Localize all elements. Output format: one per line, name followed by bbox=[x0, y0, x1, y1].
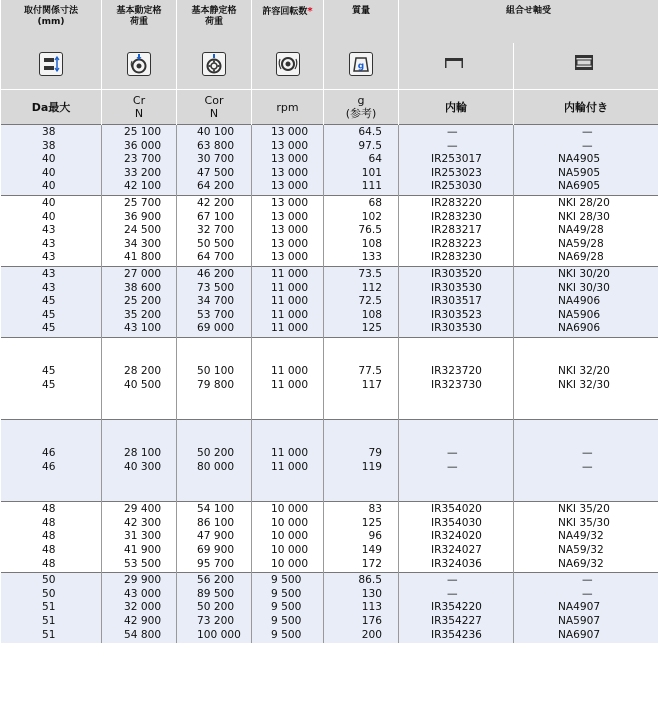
header-dynamic-load: 基本動定格 荷重 bbox=[102, 0, 177, 43]
cr-value: 42 900 bbox=[124, 615, 162, 628]
cr-value: 24 500 bbox=[124, 224, 162, 237]
with-inner-ring-part: NKI 32/20 bbox=[558, 364, 610, 377]
with-inner-ring-part: NA4905 bbox=[558, 153, 601, 166]
header-allowable-speed bbox=[252, 0, 324, 43]
with-inner-ring-part: NA59/32 bbox=[558, 544, 604, 557]
unit-rpm: rpm bbox=[252, 90, 324, 125]
with-inner-ring-part: NA6907 bbox=[558, 628, 601, 641]
da-max: 40 bbox=[42, 180, 56, 193]
unit-cr: Cr N bbox=[102, 90, 177, 125]
mass-icon bbox=[349, 52, 373, 76]
cor-value: 86 100 bbox=[197, 516, 235, 529]
da-max: 48 bbox=[42, 516, 56, 529]
da-max: 50 bbox=[42, 574, 56, 587]
icon-cell-dimension bbox=[1, 43, 102, 90]
cr-value: 31 300 bbox=[124, 530, 162, 543]
cr-value: 41 800 bbox=[124, 251, 162, 264]
mass-value: 200 bbox=[361, 628, 382, 641]
row-group bbox=[1, 573, 658, 643]
column-speed-value bbox=[252, 420, 324, 502]
cor-value: 50 500 bbox=[197, 237, 235, 250]
with-inner-ring-part: NA59/28 bbox=[558, 237, 604, 250]
column-da-max bbox=[1, 420, 102, 502]
speed-value: 11 000 bbox=[271, 267, 309, 280]
cor-value: 50 200 bbox=[197, 601, 235, 614]
speed-value: 9 500 bbox=[271, 601, 302, 614]
cr-value: 32 000 bbox=[124, 601, 162, 614]
inner-ring-part: IR303517 bbox=[431, 295, 482, 308]
column-cr-value bbox=[102, 420, 177, 502]
cor-value: 67 100 bbox=[197, 210, 235, 223]
with-inner-ring-part: NKI 30/30 bbox=[558, 281, 610, 294]
with-inner-ring-part: — bbox=[582, 574, 593, 587]
mass-value: 133 bbox=[361, 251, 382, 264]
cr-value: 40 300 bbox=[124, 460, 162, 473]
speed-value: 11 000 bbox=[271, 460, 309, 473]
row-group bbox=[1, 266, 658, 337]
column-inner-ring-part bbox=[399, 337, 514, 419]
inner-ring-part: IR303523 bbox=[431, 308, 482, 321]
mass-value: 96 bbox=[368, 530, 382, 543]
with-inner-ring-part: — bbox=[582, 460, 593, 473]
column-speed-value bbox=[252, 337, 324, 419]
column-with-inner-ring-part bbox=[514, 195, 658, 266]
mass-value: 172 bbox=[361, 557, 382, 570]
with-inner-ring-part: NKI 30/20 bbox=[558, 267, 610, 280]
with-inner-ring-part: — bbox=[582, 139, 593, 152]
table-body bbox=[1, 125, 658, 644]
column-inner-ring-part bbox=[399, 195, 514, 266]
da-max: 43 bbox=[42, 237, 56, 250]
inner-ring-part: IR283223 bbox=[431, 237, 482, 250]
mass-value: 112 bbox=[361, 281, 382, 294]
row-group bbox=[1, 502, 658, 573]
inner-ring-part: IR324027 bbox=[431, 544, 482, 557]
speed-value: 13 000 bbox=[271, 251, 309, 264]
cor-value: 69 900 bbox=[197, 544, 235, 557]
row-group bbox=[1, 337, 658, 419]
column-speed-value bbox=[252, 573, 324, 643]
speed-value: 11 000 bbox=[271, 378, 309, 391]
speed-value: 10 000 bbox=[271, 516, 309, 529]
inner-ring-part: — bbox=[447, 574, 458, 587]
da-max: 46 bbox=[42, 447, 56, 460]
da-max: 40 bbox=[42, 153, 56, 166]
column-with-inner-ring-part bbox=[514, 337, 658, 419]
unit-with-inner-ring: 内輪付き bbox=[514, 90, 658, 125]
row-group bbox=[1, 125, 658, 196]
speed-value: 13 000 bbox=[271, 139, 309, 152]
da-max: 48 bbox=[42, 557, 56, 570]
with-inner-ring-part: NA5905 bbox=[558, 166, 601, 179]
column-mass-value bbox=[324, 195, 399, 266]
cor-value: 73 500 bbox=[197, 281, 235, 294]
speed-value: 13 000 bbox=[271, 210, 309, 223]
speed-value: 13 000 bbox=[271, 126, 309, 138]
cor-value: 64 700 bbox=[197, 251, 235, 264]
column-mass-value bbox=[324, 337, 399, 419]
table-header bbox=[1, 0, 658, 125]
speed-value: 13 000 bbox=[271, 166, 309, 179]
speed-value: 13 000 bbox=[271, 180, 309, 193]
inner-ring-part: IR354030 bbox=[431, 516, 482, 529]
mass-value: 130 bbox=[361, 587, 382, 600]
inner-ring-part: IR303530 bbox=[431, 281, 482, 294]
mass-value: 68 bbox=[368, 196, 382, 209]
speed-value: 10 000 bbox=[271, 544, 309, 557]
with-inner-ring-part: NKI 32/30 bbox=[558, 378, 610, 391]
dynamic-load-icon bbox=[127, 52, 151, 76]
mass-value: 119 bbox=[361, 460, 382, 473]
with-inner-ring-part: — bbox=[582, 587, 593, 600]
inner-ring-part: IR303530 bbox=[431, 322, 482, 335]
inner-ring-part: IR253023 bbox=[431, 166, 482, 179]
inner-ring-part: IR283217 bbox=[431, 224, 482, 237]
da-max: 51 bbox=[42, 601, 56, 614]
cor-value: 54 100 bbox=[197, 503, 235, 516]
with-inner-ring-part: NKI 35/20 bbox=[558, 503, 610, 516]
column-cor-value bbox=[177, 125, 252, 196]
column-cor-value bbox=[177, 266, 252, 337]
da-max: 38 bbox=[42, 139, 56, 152]
inner-ring-part: — bbox=[447, 447, 458, 460]
cr-value: 25 100 bbox=[124, 126, 162, 138]
inner-ring-icon bbox=[443, 52, 469, 76]
cor-value: 69 000 bbox=[197, 322, 235, 335]
svg-text:g: g bbox=[357, 61, 365, 72]
da-max: 48 bbox=[42, 530, 56, 543]
inner-ring-part: IR323720 bbox=[431, 364, 482, 377]
unit-cor: Cor N bbox=[177, 90, 252, 125]
inner-ring-part: IR323730 bbox=[431, 378, 482, 391]
cor-value: 80 000 bbox=[197, 460, 235, 473]
column-cr-value bbox=[102, 573, 177, 643]
mass-value: 111 bbox=[361, 180, 382, 193]
da-max: 51 bbox=[42, 628, 56, 641]
cor-value: 40 100 bbox=[197, 126, 235, 138]
cor-value: 56 200 bbox=[197, 574, 235, 587]
with-inner-ring-part: — bbox=[582, 126, 593, 138]
column-inner-ring-part bbox=[399, 420, 514, 502]
speed-value: 11 000 bbox=[271, 364, 309, 377]
cr-value: 36 900 bbox=[124, 210, 162, 223]
speed-value: 9 500 bbox=[271, 628, 302, 641]
asterisk-mark: * bbox=[307, 6, 313, 17]
with-inner-ring-part: NA5907 bbox=[558, 615, 601, 628]
da-max: 40 bbox=[42, 210, 56, 223]
column-with-inner-ring-part bbox=[514, 420, 658, 502]
cor-value: 63 800 bbox=[197, 139, 235, 152]
speed-value: 11 000 bbox=[271, 447, 309, 460]
icon-cell-inner-ring bbox=[399, 43, 514, 90]
column-with-inner-ring-part bbox=[514, 125, 658, 196]
da-max: 45 bbox=[42, 378, 56, 391]
column-cr-value bbox=[102, 502, 177, 573]
cr-value: 29 900 bbox=[124, 574, 162, 587]
inner-ring-part: IR354236 bbox=[431, 628, 482, 641]
da-max: 38 bbox=[42, 126, 56, 138]
with-inner-ring-part: NA5906 bbox=[558, 308, 601, 321]
cor-value: 89 500 bbox=[197, 587, 235, 600]
unit-mass: g (参考) bbox=[324, 90, 399, 125]
speed-value: 9 500 bbox=[271, 587, 302, 600]
inner-ring-part: — bbox=[447, 139, 458, 152]
dimension-icon bbox=[39, 52, 63, 76]
da-max: 48 bbox=[42, 544, 56, 557]
with-inner-ring-part: NKI 35/30 bbox=[558, 516, 610, 529]
column-cor-value bbox=[177, 337, 252, 419]
column-mass-value bbox=[324, 573, 399, 643]
da-max: 46 bbox=[42, 460, 56, 473]
speed-value: 10 000 bbox=[271, 503, 309, 516]
mass-value: 73.5 bbox=[358, 267, 382, 280]
column-cor-value bbox=[177, 195, 252, 266]
unit-inner-ring: 内輪 bbox=[399, 90, 514, 125]
column-with-inner-ring-part bbox=[514, 502, 658, 573]
cr-value: 41 900 bbox=[124, 544, 162, 557]
da-max: 50 bbox=[42, 587, 56, 600]
speed-value: 10 000 bbox=[271, 557, 309, 570]
inner-ring-part: IR354220 bbox=[431, 601, 482, 614]
header-static-load: 基本静定格 荷重 bbox=[177, 0, 252, 43]
cor-value: 73 200 bbox=[197, 615, 235, 628]
mass-value: 86.5 bbox=[358, 574, 382, 587]
with-inner-ring-part: NA6906 bbox=[558, 322, 601, 335]
column-cor-value bbox=[177, 573, 252, 643]
da-max: 43 bbox=[42, 251, 56, 264]
mass-value: 77.5 bbox=[358, 364, 382, 377]
cr-value: 25 700 bbox=[124, 196, 162, 209]
inner-ring-part: IR303520 bbox=[431, 267, 482, 280]
da-max: 43 bbox=[42, 281, 56, 294]
column-cr-value bbox=[102, 195, 177, 266]
cr-value: 28 200 bbox=[124, 364, 162, 377]
mass-value: 149 bbox=[361, 544, 382, 557]
mass-value: 76.5 bbox=[358, 224, 382, 237]
cr-value: 40 500 bbox=[124, 378, 162, 391]
cr-value: 38 600 bbox=[124, 281, 162, 294]
column-speed-value bbox=[252, 195, 324, 266]
mass-value: 125 bbox=[361, 322, 382, 335]
speed-value: 9 500 bbox=[271, 574, 302, 587]
mass-value: 176 bbox=[361, 615, 382, 628]
icon-cell-static bbox=[177, 43, 252, 90]
with-inner-ring-part: NA49/32 bbox=[558, 530, 604, 543]
speed-value: 11 000 bbox=[271, 322, 309, 335]
mass-value: 117 bbox=[361, 378, 382, 391]
header-speed-label: 許容回転数 bbox=[262, 7, 308, 17]
cr-value: 27 000 bbox=[124, 267, 162, 280]
column-inner-ring-part bbox=[399, 125, 514, 196]
speed-value: 11 000 bbox=[271, 281, 309, 294]
speed-value: 10 000 bbox=[271, 530, 309, 543]
inner-ring-part: IR354020 bbox=[431, 503, 482, 516]
cr-value: 54 800 bbox=[124, 628, 162, 641]
column-da-max bbox=[1, 125, 102, 196]
row-group bbox=[1, 195, 658, 266]
column-cr-value bbox=[102, 125, 177, 196]
cr-value: 36 000 bbox=[124, 139, 162, 152]
cr-value: 35 200 bbox=[124, 308, 162, 321]
column-inner-ring-part bbox=[399, 573, 514, 643]
header-mount-dimension: 取付関係寸法 (mm) bbox=[1, 0, 102, 43]
column-da-max bbox=[1, 195, 102, 266]
mass-value: 79 bbox=[368, 447, 382, 460]
cr-value: 25 200 bbox=[124, 295, 162, 308]
header-combined-bearing: 組合せ軸受 bbox=[399, 0, 658, 43]
column-with-inner-ring-part bbox=[514, 266, 658, 337]
inner-ring-part: IR283230 bbox=[431, 210, 482, 223]
column-with-inner-ring-part bbox=[514, 573, 658, 643]
mass-value: 72.5 bbox=[358, 295, 382, 308]
cor-value: 42 200 bbox=[197, 196, 235, 209]
da-max: 43 bbox=[42, 224, 56, 237]
cor-value: 50 200 bbox=[197, 447, 235, 460]
column-mass-value bbox=[324, 420, 399, 502]
speed-value: 11 000 bbox=[271, 295, 309, 308]
mass-value: 101 bbox=[361, 166, 382, 179]
speed-value: 11 000 bbox=[271, 308, 309, 321]
column-speed-value bbox=[252, 266, 324, 337]
column-cr-value bbox=[102, 266, 177, 337]
mass-value: 83 bbox=[368, 503, 382, 516]
speed-icon bbox=[276, 52, 300, 76]
header-mass: 質量 bbox=[324, 0, 399, 43]
cor-value: 50 100 bbox=[197, 364, 235, 377]
inner-ring-part: — bbox=[447, 587, 458, 600]
da-max: 45 bbox=[42, 308, 56, 321]
mass-value: 125 bbox=[361, 516, 382, 529]
cor-value: 34 700 bbox=[197, 295, 235, 308]
cor-value: 100 000 bbox=[197, 628, 241, 641]
da-max: 40 bbox=[42, 196, 56, 209]
column-cor-value bbox=[177, 420, 252, 502]
mass-value: 64 bbox=[368, 153, 382, 166]
cr-value: 33 200 bbox=[124, 166, 162, 179]
da-max: 48 bbox=[42, 503, 56, 516]
cr-value: 28 100 bbox=[124, 447, 162, 460]
column-da-max bbox=[1, 266, 102, 337]
with-inner-ring-part: NKI 28/20 bbox=[558, 196, 610, 209]
column-speed-value bbox=[252, 502, 324, 573]
with-inner-ring-part: NA6905 bbox=[558, 180, 601, 193]
column-speed-value bbox=[252, 125, 324, 196]
with-inner-ring-part: NA4907 bbox=[558, 601, 601, 614]
mass-value: 108 bbox=[361, 237, 382, 250]
da-max: 43 bbox=[42, 267, 56, 280]
with-inner-ring-part: — bbox=[582, 447, 593, 460]
column-mass-value bbox=[324, 125, 399, 196]
column-inner-ring-part bbox=[399, 502, 514, 573]
cor-value: 47 500 bbox=[197, 166, 235, 179]
cr-value: 34 300 bbox=[124, 237, 162, 250]
speed-value: 13 000 bbox=[271, 237, 309, 250]
with-inner-ring-part: NA69/32 bbox=[558, 557, 604, 570]
inner-ring-part: IR324036 bbox=[431, 557, 482, 570]
mass-value: 113 bbox=[361, 601, 382, 614]
column-mass-value bbox=[324, 502, 399, 573]
column-da-max bbox=[1, 337, 102, 419]
static-load-icon bbox=[202, 52, 226, 76]
cr-value: 23 700 bbox=[124, 153, 162, 166]
cor-value: 30 700 bbox=[197, 153, 235, 166]
mass-value: 97.5 bbox=[358, 139, 382, 152]
column-mass-value bbox=[324, 266, 399, 337]
column-inner-ring-part bbox=[399, 266, 514, 337]
da-max: 45 bbox=[42, 322, 56, 335]
inner-ring-part: IR354227 bbox=[431, 615, 482, 628]
da-max: 45 bbox=[42, 295, 56, 308]
cor-value: 95 700 bbox=[197, 557, 235, 570]
speed-value: 13 000 bbox=[271, 196, 309, 209]
mass-value: 108 bbox=[361, 308, 382, 321]
cr-value: 42 100 bbox=[124, 180, 162, 193]
row-group bbox=[1, 420, 658, 502]
cor-value: 32 700 bbox=[197, 224, 235, 237]
da-max: 45 bbox=[42, 364, 56, 377]
inner-ring-part: IR283220 bbox=[431, 196, 482, 209]
speed-value: 13 000 bbox=[271, 224, 309, 237]
cr-value: 53 500 bbox=[124, 557, 162, 570]
cor-value: 47 900 bbox=[197, 530, 235, 543]
cor-value: 46 200 bbox=[197, 267, 235, 280]
cor-value: 64 200 bbox=[197, 180, 235, 193]
with-inner-ring-part: NA69/28 bbox=[558, 251, 604, 264]
unit-da: Da最大 bbox=[1, 90, 102, 125]
da-max: 40 bbox=[42, 166, 56, 179]
column-cor-value bbox=[177, 502, 252, 573]
cr-value: 43 000 bbox=[124, 587, 162, 600]
mass-value: 102 bbox=[361, 210, 382, 223]
column-da-max bbox=[1, 573, 102, 643]
speed-value: 13 000 bbox=[271, 153, 309, 166]
cor-value: 53 700 bbox=[197, 308, 235, 321]
icon-cell-dynamic bbox=[102, 43, 177, 90]
cr-value: 29 400 bbox=[124, 503, 162, 516]
icon-cell-with-inner-ring bbox=[514, 43, 658, 90]
inner-ring-part: IR253030 bbox=[431, 180, 482, 193]
column-da-max bbox=[1, 502, 102, 573]
with-inner-ring-part: NA49/28 bbox=[558, 224, 604, 237]
speed-value: 9 500 bbox=[271, 615, 302, 628]
with-inner-ring-part: NKI 28/30 bbox=[558, 210, 610, 223]
column-cr-value bbox=[102, 337, 177, 419]
inner-ring-part: — bbox=[447, 460, 458, 473]
inner-ring-part: — bbox=[447, 126, 458, 138]
cr-value: 42 300 bbox=[124, 516, 162, 529]
with-inner-ring-part: NA4906 bbox=[558, 295, 601, 308]
inner-ring-part: IR283230 bbox=[431, 251, 482, 264]
cor-value: 79 800 bbox=[197, 378, 235, 391]
cr-value: 43 100 bbox=[124, 322, 162, 335]
icon-cell-mass bbox=[324, 43, 399, 90]
da-max: 51 bbox=[42, 615, 56, 628]
bearing-with-inner-ring-icon bbox=[573, 52, 599, 76]
icon-cell-speed bbox=[252, 43, 324, 90]
mass-value: 64.5 bbox=[358, 126, 382, 138]
inner-ring-part: IR253017 bbox=[431, 153, 482, 166]
inner-ring-part: IR324020 bbox=[431, 530, 482, 543]
